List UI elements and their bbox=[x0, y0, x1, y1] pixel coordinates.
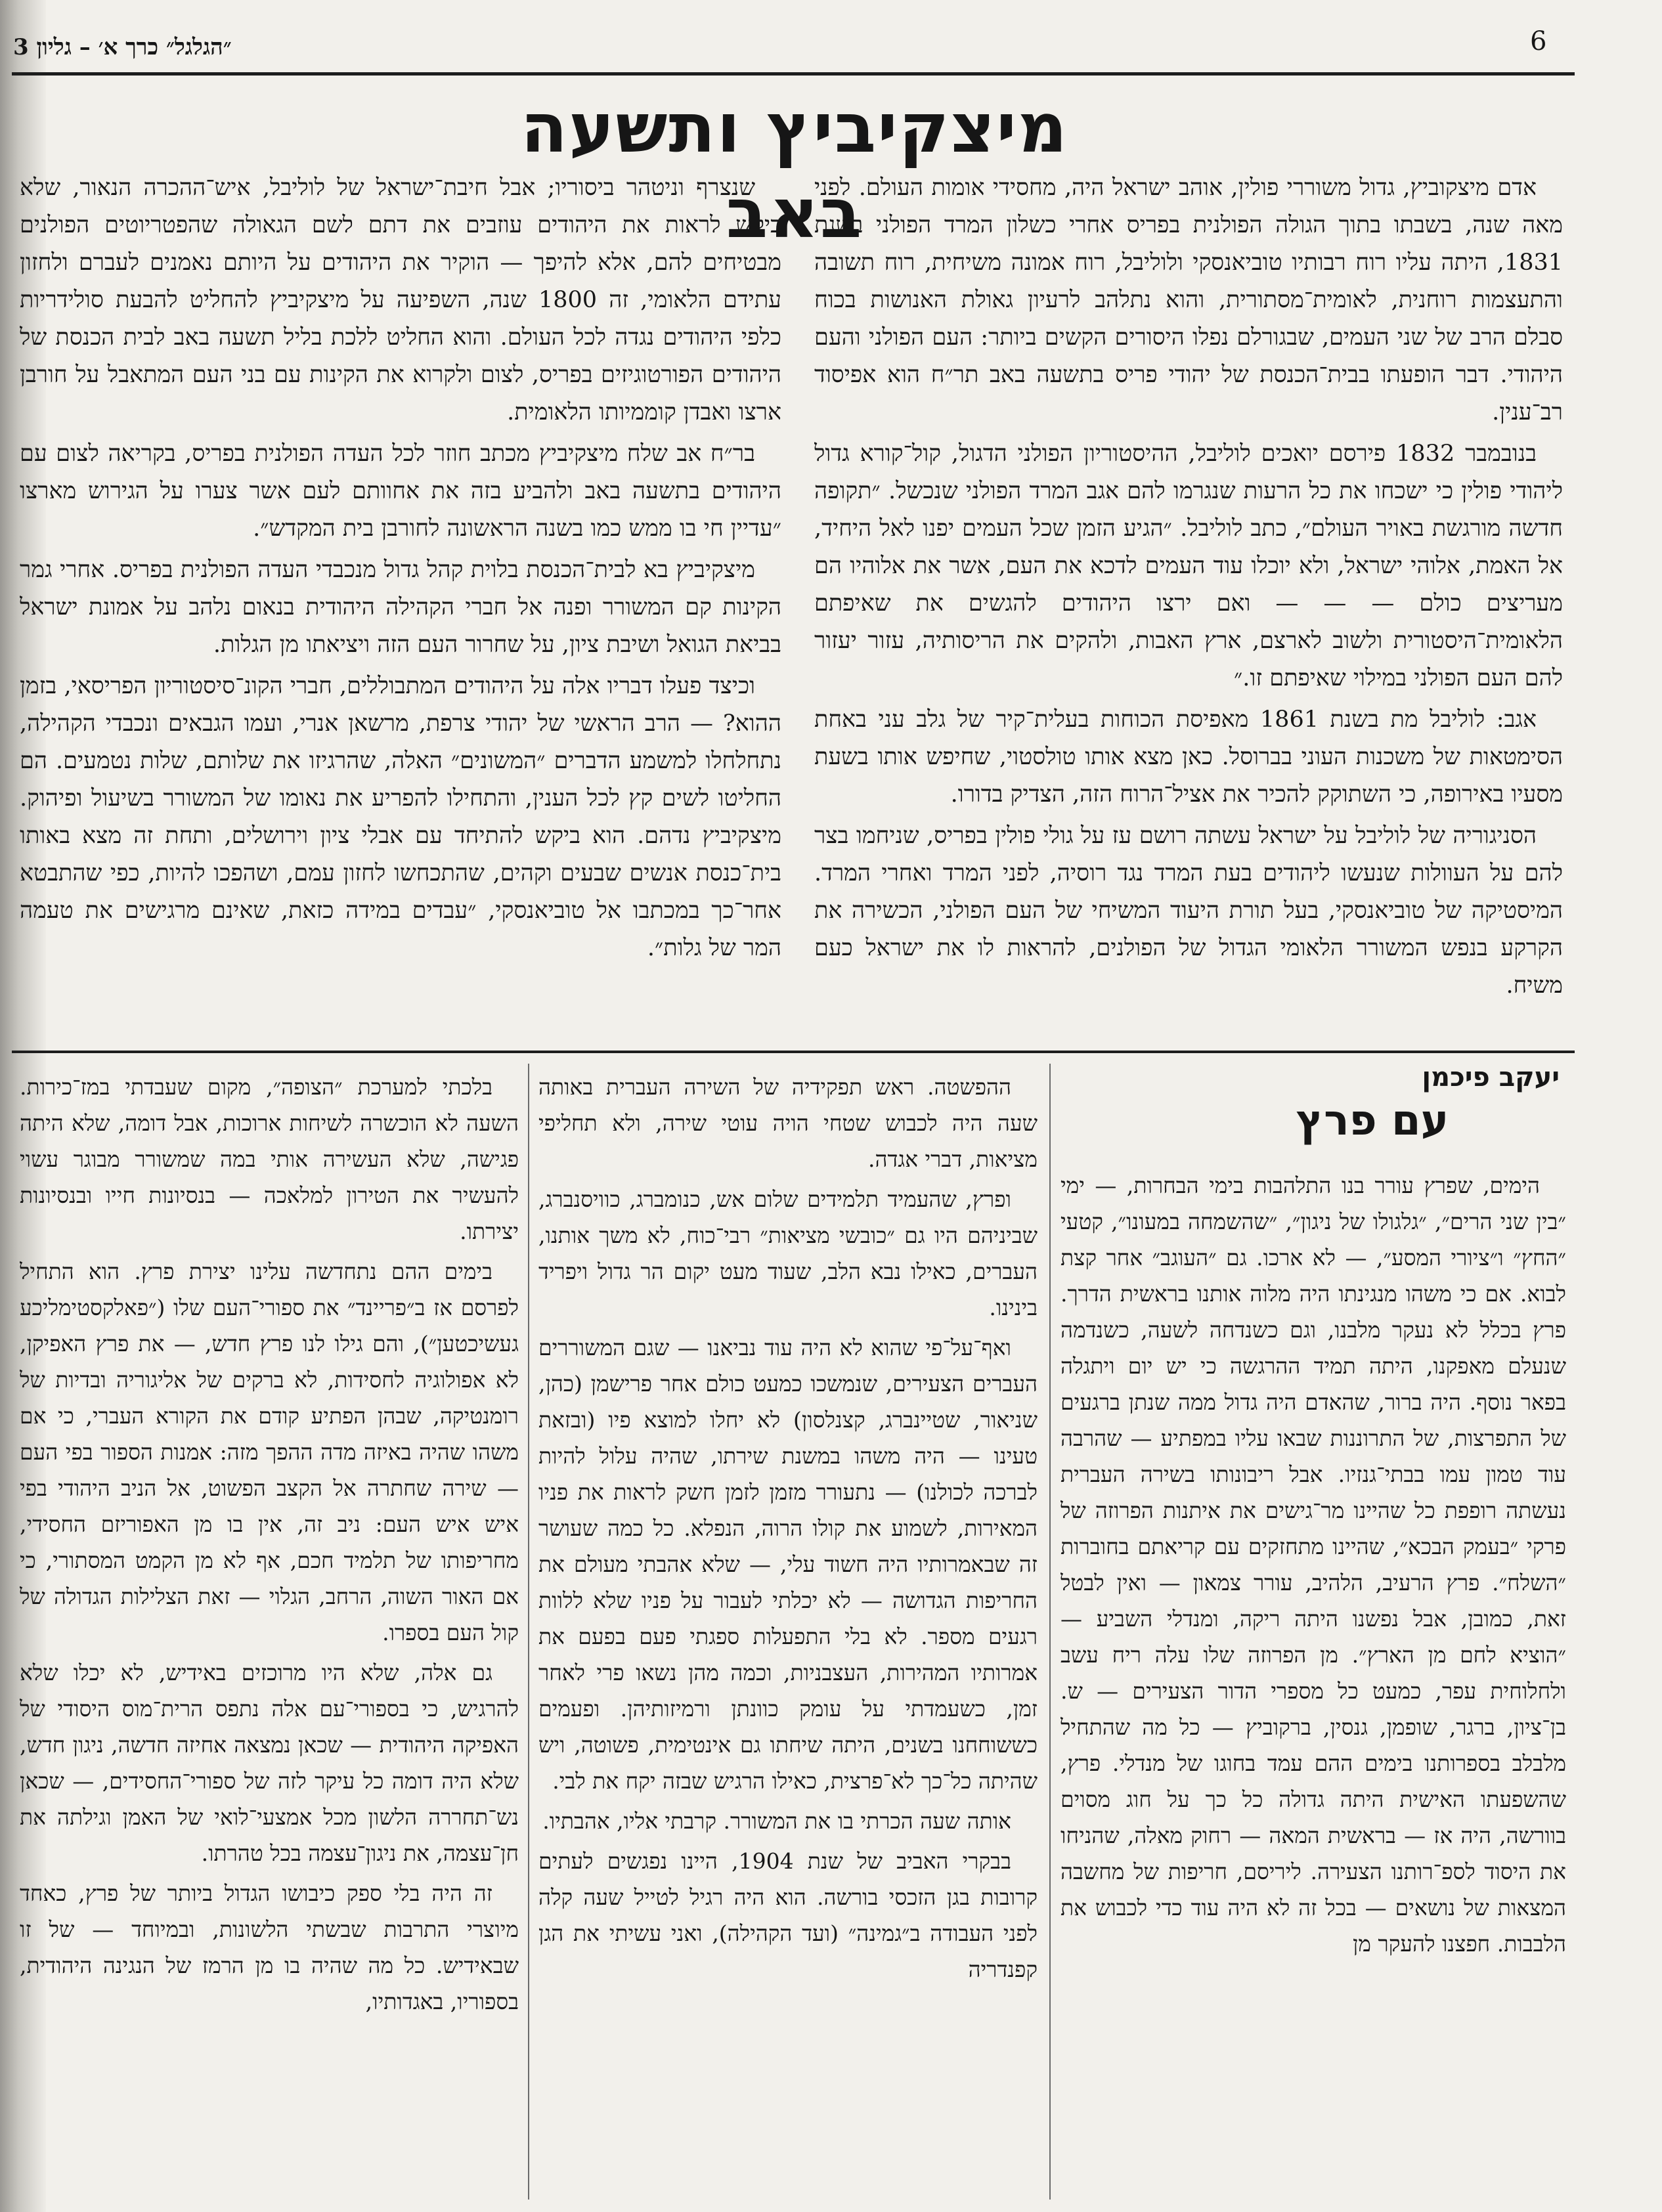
essay-column-left bbox=[20, 1069, 519, 2198]
paragraph: בר״ח אב שלח מיצקיביץ מכתב חוזר לכל העדה הפולנית בפריס, בקריאה לצום עם היהודים בתשעה באב ולהביע בזה את אחוותם לעם אשר צערו על הגירוש מארצו ״עדיין חי בו ממש כמו בשנה הראשונה לחורבן בית המקדש״. bbox=[20, 441, 781, 542]
section-divider bbox=[12, 1051, 1575, 1053]
essay-column-middle bbox=[538, 1069, 1038, 2198]
article-column-left bbox=[20, 169, 781, 1043]
column-divider bbox=[528, 1064, 529, 2200]
paragraph: אגב: לוליבל מת בשנת 1861 מאפיסת הכוחות בעלית־קיר של גלב עני באחת הסימטאות של משכנות העוני בברוסל. כאן מצא אותו טולסטוי, שחיפש אותו בשעת מסעיו באירופה, כי השתוקק להכיר את אציל־הרוח הזה, הצדיק בדורו. bbox=[814, 706, 1563, 808]
paragraph: בימים ההם נתחדשה עלינו יצירת פרץ. הוא התחיל לפרסם אז ב״פריינד״ את ספורי־העם שלו (״פאלקסטימליכע געשיכטען״), והם גילו לנו פרץ חדש, — את פרץ האפיקן, לא אפולוגיה לחסידות, לא ברקים של אליגוריה ובדיות של רומנטיקה, שבהן הפתיע קודם את הקורא העברי, כי אם משהו שהיה באיזה מדה ההפך מזה: אמנות הספור בפי העם — שירה שחתרה אל הקצב הפשוט, אל הניב היהודי בפי איש איש העם: ניב זה, אין בו מן האפוריזם החסידי, מחריפותו של תלמיד חכם, אף לא מן הקמט המסתורי, כי אם האור השוה, הרחב, הגלוי — זאת הצלילות הגדולה של קול העם בספרו. bbox=[20, 1259, 519, 1645]
paragraph: אותה שעה הכרתי בו את המשורר. קרבתי אליו, אהבתיו. bbox=[542, 1808, 1011, 1834]
paragraph: וכיצד פעלו דבריו אלה על היהודים המתבוללים, חברי הקונ־סיסטוריון הפריסאי, בזמן ההוא? — הרב הראשי של יהודי צרפת, מרשאן אנרי, ועמו הגבאים ונכבדי הקהילה, נתחלחלו למשמע הדברים ״המשונים״ האלה, שהרגיזו את שלותם, שלות נטמעים. הם החליטו לשים קץ לכל הענין, והתחילו להפריע את נאומו של המשורר בשיעול ופיהוק. מיצקיביץ נדהם. הוא ביקש להתיחד עם אבלי ציון וירושלים, ותחת זה מצא באותו בית־כנסת אנשים שבעים וקהים, שהתכחשו לחזון עמם, ושהפכו להיות, כפי שהתבטא אחר־כך במכתבו אל טוביאנסקי, ״עבדים במידה כזאת, שאינם מרגישים את טעמה המר של גלות״. bbox=[20, 673, 781, 961]
paragraph: ופרץ, שהעמיד תלמידים שלום אש, כנומברג, כוויסנברג, שביניהם היו גם ״כובשי מציאות״ רבי־כוח, לא משך אותנו, העברים, כאילו נבא הלב, שעוד מעט יקום הר גדול ויפריד בינינו. bbox=[538, 1186, 1038, 1320]
paragraph: זה היה בלי ספק כיבושו הגדול ביותר של פרץ, כאחד מיוצרי התרבות שבשתי הלשונות, ובמיוחד — של זו שבאידיש. כל מה שהיה בו מן הרמז של הנגינה היהודית, בספוריו, באגדותיו, bbox=[20, 1880, 519, 2014]
paragraph: ההפשטה. ראש תפקידיה של השירה העברית באותה שעה היה לכבוש שטחי הויה עוטי שירה, ולא תחליפי מציאות, דברי אגדה. bbox=[538, 1074, 1038, 1172]
page-number: 6 bbox=[1530, 26, 1547, 56]
paragraph: אדם מיצקוביץ, גדול משוררי פולין, אוהב ישראל היה, מחסידי אומות העולם. לפני מאה שנה, בשבתו בתוך הגולה הפולנית בפריס אחרי כשלון המרד הפולני בשנת 1831, היתה עליו רוח רבותיו טוביאנסקי ולוליבל, רוח אמונה משיחית, רוח תשובה והתעצמות רוחנית, לאומית־מסתורית, והוא נתלהב לרעיון גאולת האנושות בכוח סבלם הרב של שני העמים, שבגורלם נפלו היסורים הקשים ביותר: העם הפולני והעם היהודי. דבר הופעתו בבית־הכנסת של יהודי פריס בתשעה באב תר״ח הוא אפיסוד רב־ענין. bbox=[814, 175, 1563, 425]
header-rule bbox=[12, 72, 1575, 76]
paragraph: ואף־על־פי שהוא לא היה עוד נביאנו — שגם המשוררים העברים הצעירים, שנמשכו כמעט כולם אחר פרישמן (כהן, שניאור, שטיינברג, קצנלסון) לא יחלו למוצא פיו (ובזאת טעינו — היה משהו במשנת שירתו, שהיה עלול להיות לברכה לכולנו) — נתעורר מזמן לזמן חשק לראות את פניו המאירות, לשמוע את קולו הרוה, הנפלא. כל כמה שעושר זה שבאמרותיו היה חשוד עלי, — שלא אהבתי מעולם את החריפות הגדושה — לא יכלתי לעבור על פניו שלא ללוות רגעים מספר. לא בלי התפעלות ספגתי פעם בפעם את אמרותיו המהירות, העצבניות, וכמה מהן נשאו פרי לאחר זמן, כשעמדתי על עומק כוונתן ורמיזותיהן. ופעמים כששוחחנו בשנים, היתה שיחתו גם אינטימית, פשוטה, ויש שהיתה כל־כך לא־פרצית, כאילו הרגיש שבזה יקח את לבי. bbox=[538, 1335, 1038, 1794]
article-title: מיצקיביץ ותשעה באב bbox=[520, 88, 1069, 253]
running-title: ״הגלגל״ כרך א׳ – גליון 3 bbox=[13, 34, 232, 60]
essay-title: עם פרץ bbox=[1296, 1096, 1449, 1145]
paragraph: גם אלה, שלא היו מרוכזים באידיש, לא יכלו שלא להרגיש, כי בספורי־עם אלה נתפס הרית־מוס היסודי של האפיקה היהודית — שכאן נמצאה אחיזה חדשה, ניגון חדש, שלא היה דומה כל עיקר לזה של ספורי־החסידים, — שכאן נש־תחררה הלשון מכל אמצעי־לואי של האמן וגילתה את חן־עצמה, את ניגון־עצמה בכל טהרתו. bbox=[20, 1660, 519, 1866]
paragraph: בלכתי למערכת ״הצופה״, מקום שעבדתי במז־כירות. השעה לא הוכשרה לשיחות ארוכות, אבל דומה, שלא היתה פגישה, שלא העשירה אותי במה שמשורר מבוגר עשוי להעשיר את הטירון למלאכה — בנסיונות חייו ובנסיונות יצירתו. bbox=[20, 1074, 519, 1244]
paragraph: מיצקיביץ בא לבית־הכנסת בלוית קהל גדול מנכבדי העדה הפולנית בפריס. אחרי גמר הקינות קם המשורר ופנה אל חברי הקהילה היהודית בנאום נלהב על אמונת ישראל בביאת הגואל ושיבת ציון, על שחרור העם הזה ויציאתו מן הגלות. bbox=[20, 557, 781, 658]
paragraph: בבקרי האביב של שנת 1904, היינו נפגשים לעתים קרובות בגן הזכסי בורשה. הוא היה רגיל לטייל שעה קלה לפני העבודה ב״גמינה״ (ועד הקהילה), ואני עשיתי את הגן קפנדריה bbox=[538, 1848, 1038, 1982]
paragraph: הימים, שפרץ עורר בנו התלהבות בימי הבחרות, — ימי ״בין שני הרים״, ״גלגולו של ניגון״, ״שהשמחה במעונו״, קטעי ״החץ״ ו״ציורי המסע״, — לא ארכו. גם ״העוגב״ אחר קצת לבוא. אם כי משהו מנגינתו היה מלוה אותנו בראשית הדרך. פרץ בכלל לא נעקר מלבנו, וגם כשנדחה לשעה, כשנדמה שנעלם מאפקנו, היתה תמיד ההרגשה כי יש יום ויתגלה בפאר נוסף. היה ברור, שהאדם היה גדול ממה שנתן ברגעים של התפרצות, של התרוננות שבאו עליו במפתיע — שהרבה עוד טמון עמו בבתי־גנזיו. אבל ריבונותו בשירה העברית נעשתה רופפת כל שהיינו מר־גישים את איתנות הפרוזה של פרקי ״בעמק הבכא״, שהיינו מתחזקים עם קריאתם בחוברות ״השלח״. פרץ הרעיב, הלהיב, עורר צמאון — ואין לבטל זאת, כמובן, אבל נפשנו היתה ריקה, ומנדלי השביע — ״הוציא לחם מן הארץ״. מן הפרוזה שלו עלה ריח עשב ולחלוחית עפר, כמעט כל מספרי הדור הצעירים — ש. בן־ציון, ברגר, שופמן, גנסין, ברקוביץ — כל מה שהתחיל מלבלב בספרותנו בימים ההם עמד בחוגו של מנדלי. פרץ, שהשפעתו האישית היתה גדולה כל כך על חוג מסוים בוורשה, היה אז — בראשית המאה — רחוק מאלה, שהניחו את היסוד לספ־רותנו הצעירה. ליריסם, חריפות של מחשבה המצאות של נושאים — בכל זה לא היה עוד כדי לכבוש את הלבבות. חפצנו להעקר מן bbox=[1061, 1173, 1566, 1957]
essay-column-right bbox=[1061, 1167, 1566, 2198]
author-byline: יעקב פיכמן bbox=[1422, 1062, 1560, 1093]
article-column-right bbox=[814, 169, 1563, 1043]
column-divider bbox=[1049, 1064, 1051, 2200]
paragraph: הסניגוריה של לוליבל על ישראל עשתה רושם עז על גולי פולין בפריס, שניחמו בצר להם על העוולות שנעשו ליהודים בעת המרד נגד רוסיה, לפני המרד ואחרי המרד. המיסטיקה של טוביאנסקי, בעל תורת היעוד המשיחי של העם הפולני, הכשירה את הקרקע בנפש המשורר הלאומי הגדול של הפולנים, להראות לו את ישראל כעם משיח. bbox=[814, 823, 1563, 999]
paragraph: בנובמבר 1832 פירסם יואכים לוליבל, ההיסטוריון הפולני הדגול, קול־קורא גדול ליהודי פולין כי ישכחו את כל הרעות שנגרמו להם אגב המרד הפולני שנכשל. ״תקופה חדשה מורגשת באויר העולם״, כתב לוליבל. ״הגיע הזמן שכל העמים יפנו לאל היחיד, אל האמת, אלוהי ישראל, ולא יוכלו עוד העמים לדכא את העם, אשר את אלוהיו הם מעריצים כולם — — — ואם ירצו היהודים להגשים את שאיפתם הלאומית־היסטורית ולשוב לארצם, ארץ האבות, ולהקים את הריסותיה, עזור יעזור להם העם הפולני במילוי שאיפתם זו.״ bbox=[814, 441, 1563, 691]
paragraph: שנצרף וניטהר ביסוריו; אבל חיבת־ישראל של לוליבל, איש־ההכרה הנאור, שלא ביקש לראות את היהודים עוזבים את דתם לשם הגאולה שהפטריוטים הפולנים מבטיחים להם, אלא להיפך — הוקיר את היהודים על היותם נאמנים לעברם ולחזון עתידם הלאומי, זה 1800 שנה, השפיעה על מיצקיביץ להחליט להבעת סולידריות כלפי היהודים נגדה לכל העולם. והוא החליט ללכת בליל תשעה באב לבית הכנסת של היהודים הפורטוגיזים בפריס, לצום ולקרוא את הקינות עם בני העם המתאבל על חורבן ארצו ואבדן קוממיותו הלאומית. bbox=[20, 175, 781, 425]
